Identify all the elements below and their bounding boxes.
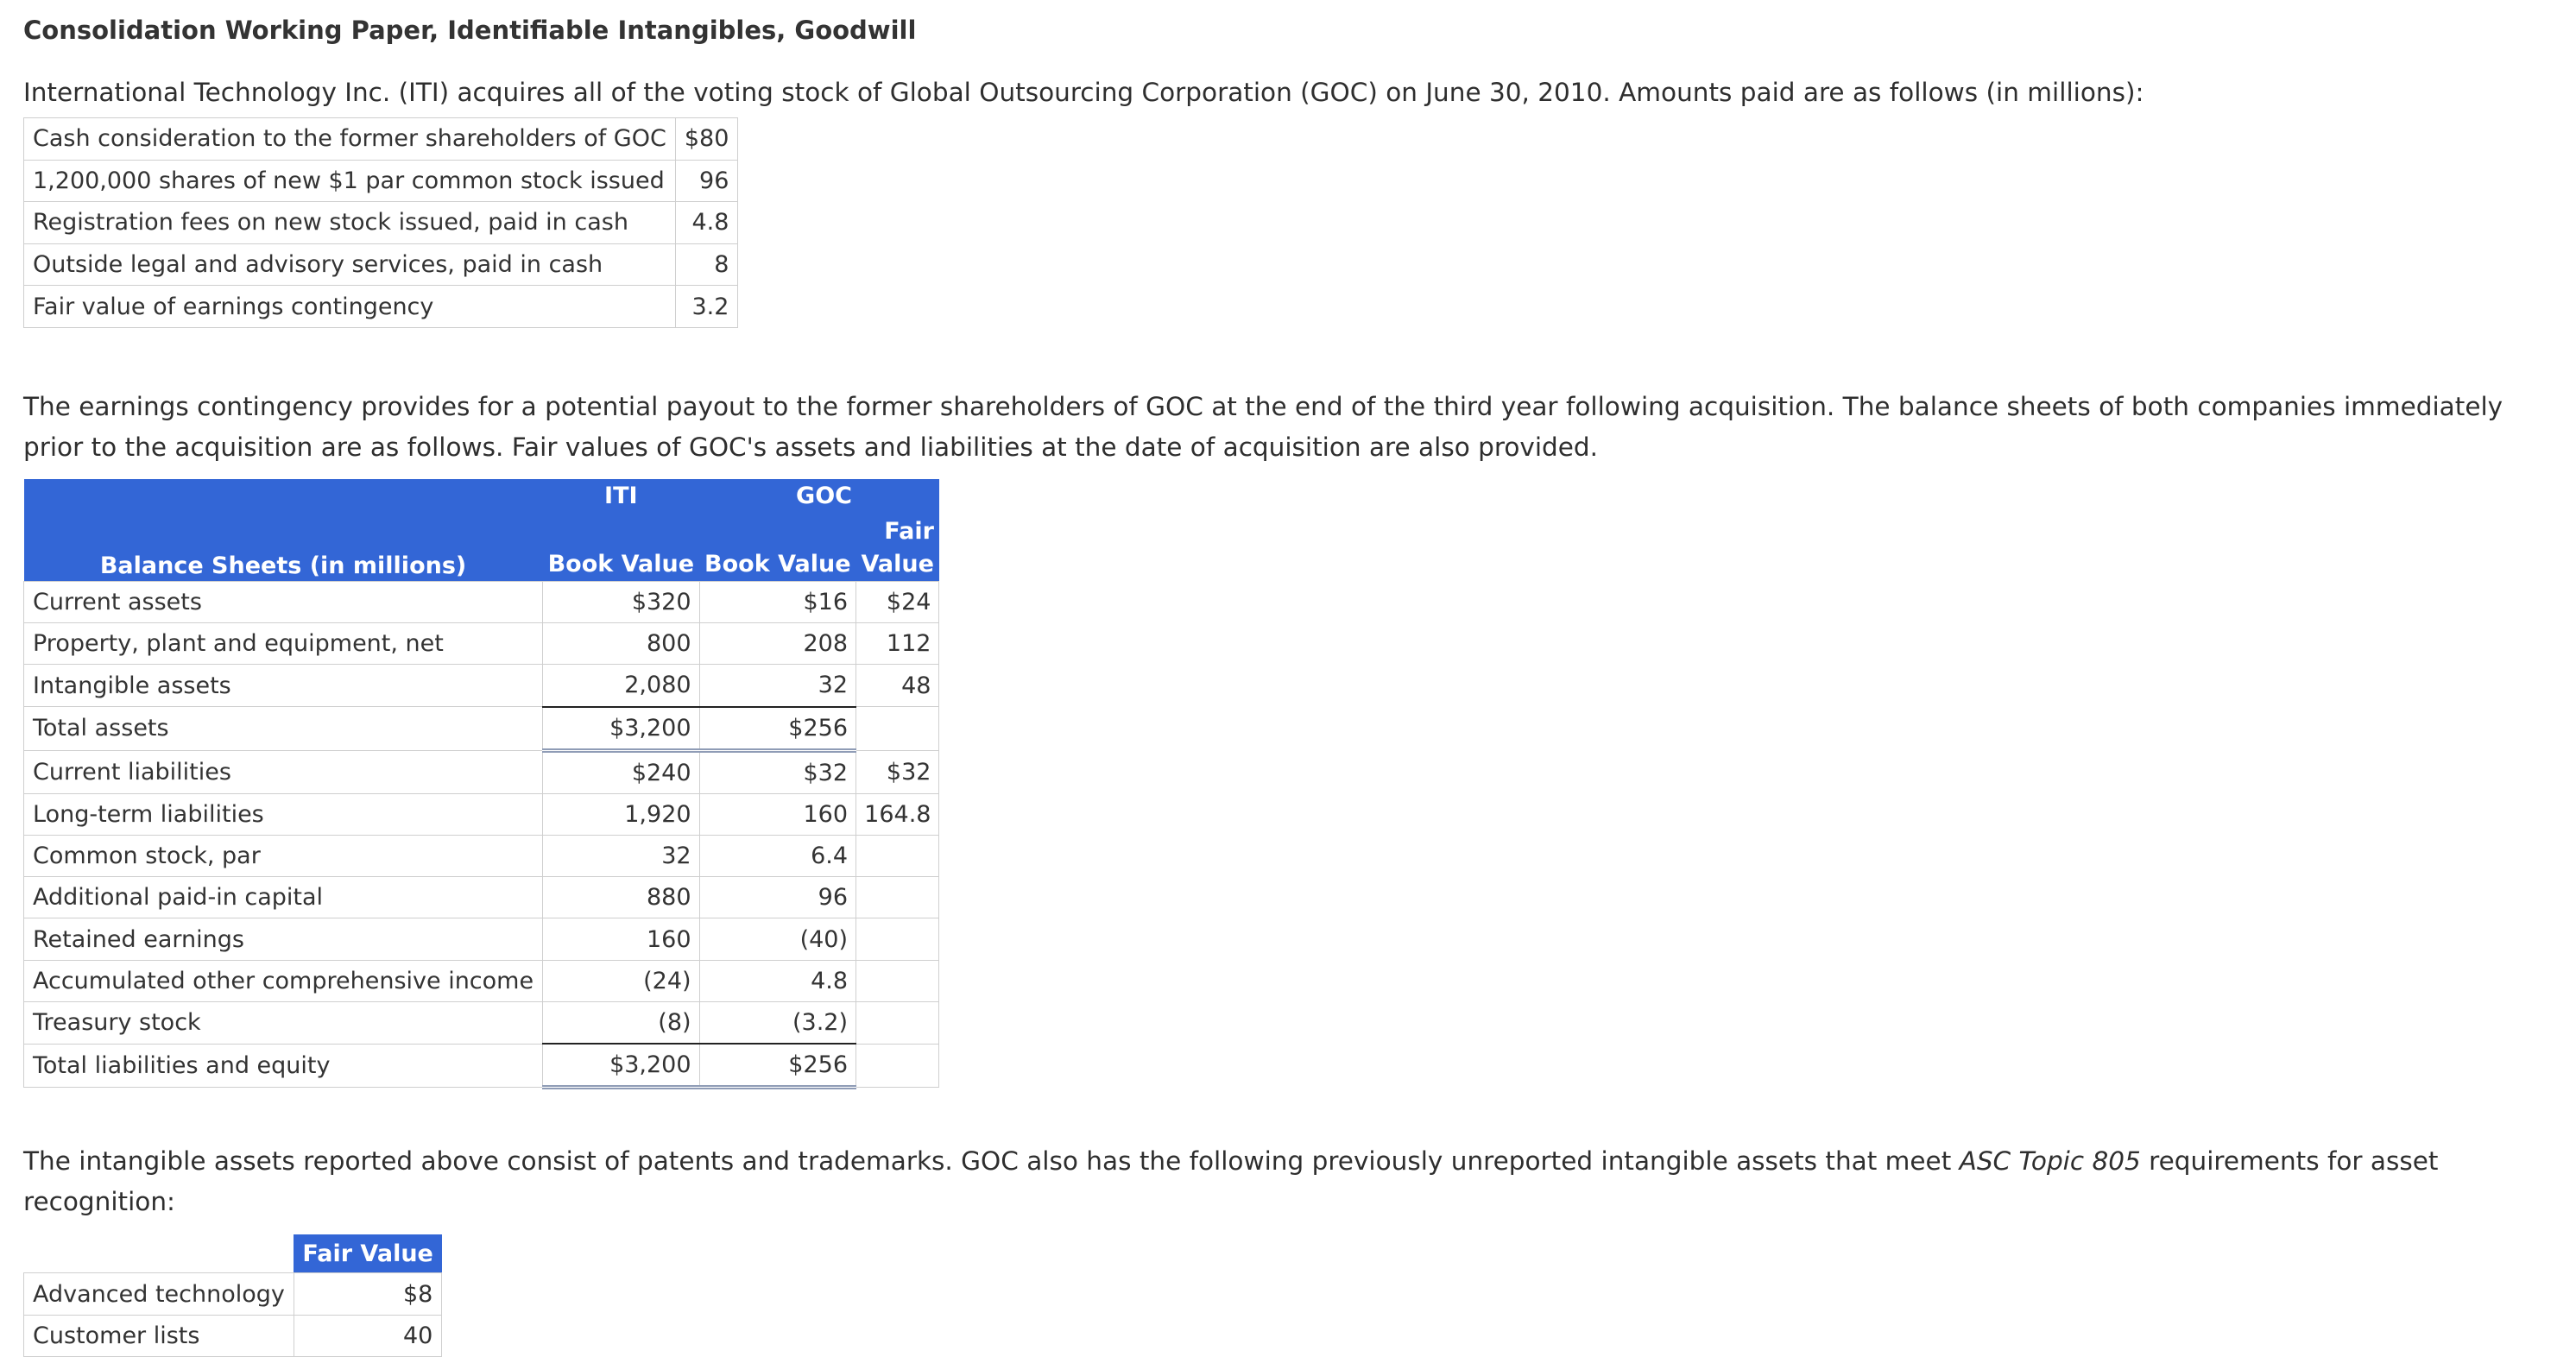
consideration-label: Cash consideration to the former shareholders of GOC xyxy=(24,118,676,161)
row-label: Treasury stock xyxy=(24,1001,543,1044)
group-header-iti: ITI xyxy=(543,479,699,515)
balance-sheet-label-header: Balance Sheets (in millions) xyxy=(24,479,543,582)
goc-book-value: 6.4 xyxy=(699,836,856,877)
goc-fair-value xyxy=(856,1001,939,1044)
col-goc-fair-line2: Value xyxy=(856,548,939,582)
goc-fair-value xyxy=(856,836,939,877)
intangibles-paragraph xyxy=(23,1141,2570,1222)
intangibles-text-after: requirements for asset recognition: xyxy=(23,1146,2439,1217)
iti-book-value: $240 xyxy=(543,750,699,793)
row-label: Long-term liabilities xyxy=(24,793,543,835)
table-row xyxy=(24,750,939,793)
intangible-label: Advanced technology xyxy=(24,1273,294,1316)
table-row xyxy=(24,1315,442,1357)
goc-book-value: 160 xyxy=(699,793,856,835)
row-label: Additional paid-in capital xyxy=(24,877,543,918)
intangible-label: Customer lists xyxy=(24,1315,294,1357)
iti-book-value: $3,200 xyxy=(543,1044,699,1088)
asc-topic-reference: ASC Topic 805 xyxy=(1959,1146,2141,1177)
iti-book-value: 880 xyxy=(543,877,699,918)
header-spacer xyxy=(543,515,699,548)
iti-book-value: (24) xyxy=(543,960,699,1001)
row-label: Current liabilities xyxy=(24,750,543,793)
goc-fair-value: 164.8 xyxy=(856,793,939,835)
table-row xyxy=(24,877,939,918)
goc-fair-value xyxy=(856,877,939,918)
row-label: Common stock, par xyxy=(24,836,543,877)
table-row xyxy=(24,243,738,286)
goc-fair-value: $32 xyxy=(856,750,939,793)
table-row xyxy=(24,202,738,244)
col-iti-book-value: Book Value xyxy=(543,548,699,582)
goc-fair-value xyxy=(856,960,939,1001)
iti-book-value: 1,920 xyxy=(543,793,699,835)
row-label: Total assets xyxy=(24,707,543,751)
contingency-paragraph: The earnings contingency provides for a potential payout to the former shareholders of GOC at the end of the third year following acquisition. The balance sheets of both companies immediately prior to the acquisition are as follows. Fair values of GOC's assets and liabilities at the date of acquisition are also provided. xyxy=(23,391,2503,462)
row-label: Current assets xyxy=(24,581,543,622)
iti-book-value: 160 xyxy=(543,918,699,960)
spacer xyxy=(23,1089,2570,1141)
goc-fair-value: 112 xyxy=(856,623,939,665)
table-row xyxy=(24,623,939,665)
unreported-intangibles-table xyxy=(23,1234,442,1357)
table-header-row xyxy=(24,479,939,515)
balance-sheet-table xyxy=(23,479,939,1089)
table-row xyxy=(24,960,939,1001)
goc-fair-value: 48 xyxy=(856,665,939,707)
goc-book-value: 4.8 xyxy=(699,960,856,1001)
goc-book-value: (3.2) xyxy=(699,1001,856,1044)
table-header-row xyxy=(24,1234,442,1273)
iti-book-value: 32 xyxy=(543,836,699,877)
iti-book-value: 800 xyxy=(543,623,699,665)
table-row xyxy=(24,1001,939,1044)
intangible-value: 40 xyxy=(294,1315,441,1357)
consideration-label: Registration fees on new stock issued, paid in cash xyxy=(24,202,676,244)
goc-book-value: $256 xyxy=(699,707,856,751)
goc-fair-value: $24 xyxy=(856,581,939,622)
problem-page xyxy=(23,12,2570,1357)
table-row xyxy=(24,793,939,835)
header-spacer xyxy=(699,515,856,548)
intangibles-text-before: The intangible assets reported above consist of patents and trademarks. GOC also has the following previously unreported intangible assets that meet xyxy=(23,1146,1960,1177)
col-fair-value: Fair Value xyxy=(294,1234,441,1273)
table-row xyxy=(24,836,939,877)
problem-title: Consolidation Working Paper, Identifiable Intangibles, Goodwill xyxy=(23,16,917,45)
spacer xyxy=(23,328,2570,387)
intangible-value: $8 xyxy=(294,1273,441,1316)
table-row xyxy=(24,707,939,751)
iti-book-value: (8) xyxy=(543,1001,699,1044)
consideration-table xyxy=(23,117,738,328)
goc-fair-value xyxy=(856,918,939,960)
col-goc-book-value: Book Value xyxy=(699,548,856,582)
goc-book-value: (40) xyxy=(699,918,856,960)
consideration-label: Outside legal and advisory services, paid in cash xyxy=(24,243,676,286)
iti-book-value: $3,200 xyxy=(543,707,699,751)
goc-book-value: $256 xyxy=(699,1044,856,1088)
consideration-value: 4.8 xyxy=(675,202,738,244)
consideration-value: 96 xyxy=(675,160,738,202)
table-row xyxy=(24,918,939,960)
row-label: Intangible assets xyxy=(24,665,543,707)
goc-book-value: 96 xyxy=(699,877,856,918)
col-goc-fair-line1: Fair xyxy=(856,515,939,548)
row-label: Retained earnings xyxy=(24,918,543,960)
consideration-value: $80 xyxy=(675,118,738,161)
table-row xyxy=(24,665,939,707)
goc-book-value: $32 xyxy=(699,750,856,793)
consideration-value: 3.2 xyxy=(675,286,738,328)
table-row xyxy=(24,160,738,202)
row-label: Accumulated other comprehensive income xyxy=(24,960,543,1001)
group-header-goc: GOC xyxy=(699,479,939,515)
header-spacer xyxy=(24,1234,294,1273)
consideration-value: 8 xyxy=(675,243,738,286)
iti-book-value: $320 xyxy=(543,581,699,622)
table-row xyxy=(24,1044,939,1088)
intro-paragraph: International Technology Inc. (ITI) acquires all of the voting stock of Global Outsourcing Corporation (GOC) on June 30, 2010. Amounts paid are as follows (in millions): xyxy=(23,78,2144,107)
consideration-label: Fair value of earnings contingency xyxy=(24,286,676,328)
goc-book-value: 208 xyxy=(699,623,856,665)
goc-book-value: 32 xyxy=(699,665,856,707)
table-row xyxy=(24,118,738,161)
iti-book-value: 2,080 xyxy=(543,665,699,707)
consideration-label: 1,200,000 shares of new $1 par common stock issued xyxy=(24,160,676,202)
goc-fair-value xyxy=(856,707,939,751)
row-label: Property, plant and equipment, net xyxy=(24,623,543,665)
goc-book-value: $16 xyxy=(699,581,856,622)
table-row xyxy=(24,1273,442,1316)
goc-fair-value xyxy=(856,1044,939,1088)
table-row xyxy=(24,581,939,622)
row-label: Total liabilities and equity xyxy=(24,1044,543,1088)
table-row xyxy=(24,286,738,328)
